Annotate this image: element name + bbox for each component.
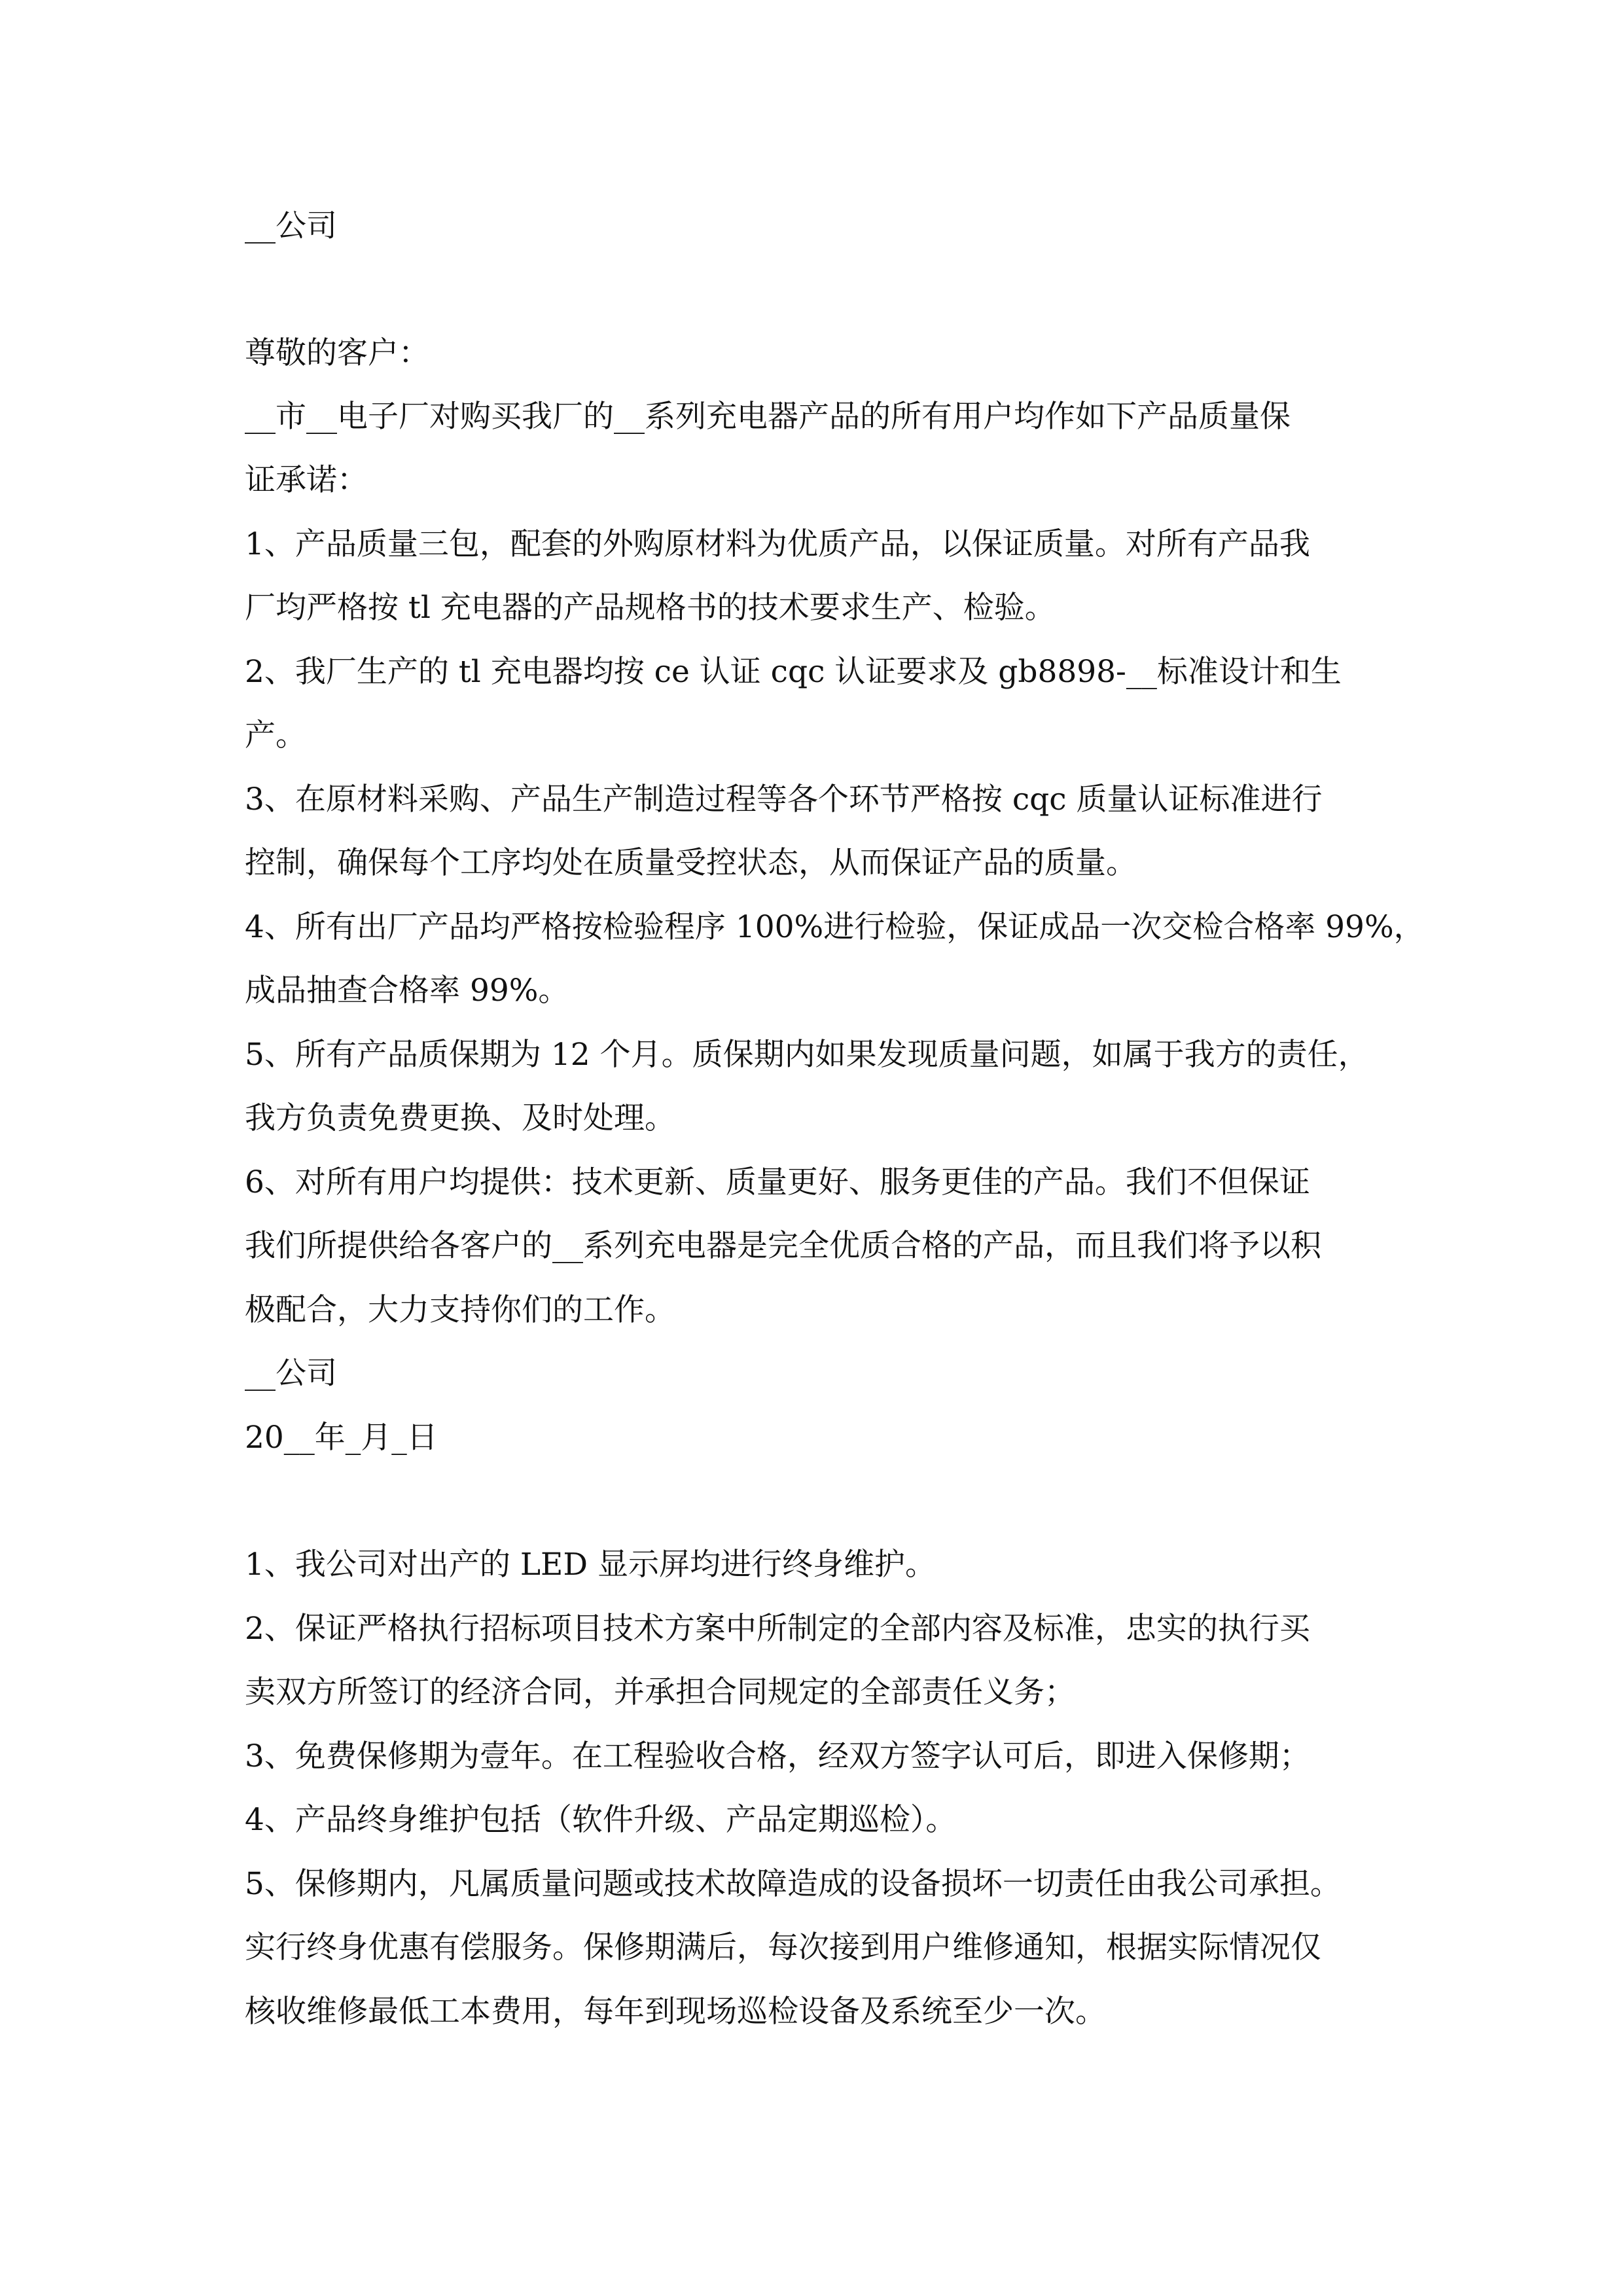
commitment-line: 3、免费保修期为壹年。在工程验收合格，经双方签字认可后，即进入保修期； xyxy=(245,1738,1310,1774)
company-signature: __公司 xyxy=(245,1355,337,1391)
letter-line: 厂均严格按 tl 充电器的产品规格书的技术要求生产、检验。 xyxy=(245,590,1056,626)
letter-line: 极配合，大力支持你们的工作。 xyxy=(245,1292,675,1328)
letter-line: 1、产品质量三包，配套的外购原材料为优质产品，以保证质量。对所有产品我 xyxy=(245,526,1310,562)
letter-line: 产。 xyxy=(245,717,306,753)
commitment-line: 2、保证严格执行招标项目技术方案中所制定的全部内容及标准，忠实的执行买 xyxy=(245,1611,1310,1647)
letter-line: 2、我厂生产的 tl 充电器均按 ce 认证 cqc 认证要求及 gb8898-__标准设计和生 xyxy=(245,654,1342,690)
letter-line: 我们所提供给各客户的__系列充电器是完全优质合格的产品，而且我们将予以积 xyxy=(245,1228,1321,1264)
letter-line: 控制，确保每个工序均处在质量受控状态，从而保证产品的质量。 xyxy=(245,845,1137,881)
letter-line: __市__电子厂对购买我厂的__系列充电器产品的所有用户均作如下产品质量保 xyxy=(245,399,1291,435)
commitment-line: 5、保修期内，凡属质量问题或技术故障造成的设备损坏一切责任由我公司承担。 xyxy=(245,1866,1341,1902)
company-name-header: __公司 xyxy=(245,208,337,244)
commitment-line: 核收维修最低工本费用，每年到现场巡检设备及系统至少一次。 xyxy=(245,1994,1106,2030)
letter-line: 3、在原材料采购、产品生产制造过程等各个环节严格按 cqc 质量认证标准进行 xyxy=(245,781,1323,817)
letter-line: 证承诺： xyxy=(245,462,368,498)
commitment-line: 4、产品终身维护包括（软件升级、产品定期巡检）。 xyxy=(245,1802,957,1838)
letter-line: 我方负责免费更换、及时处理。 xyxy=(245,1100,675,1136)
commitment-line: 卖双方所签订的经济合同，并承担合同规定的全部责任义务； xyxy=(245,1674,1075,1710)
letter-date: 20__年_月_日 xyxy=(245,1420,438,1456)
commitment-line: 实行终身优惠有偿服务。保修期满后，每次接到用户维修通知，根据实际情况仅 xyxy=(245,1929,1321,1965)
greeting: 尊敬的客户： xyxy=(245,335,429,371)
commitment-line: 1、我公司对出产的 LED 显示屏均进行终身维护。 xyxy=(245,1547,936,1583)
letter-line: 成品抽查合格率 99%。 xyxy=(245,973,569,1009)
letter-line: 5、所有产品质保期为 12 个月。质保期内如果发现质量问题，如属于我方的责任， xyxy=(245,1037,1369,1073)
letter-line: 4、所有出厂产品均严格按检验程序 100%进行检验，保证成品一次交检合格率 99%， xyxy=(245,909,1425,945)
letter-line: 6、对所有用户均提供：技术更新、质量更好、服务更佳的产品。我们不但保证 xyxy=(245,1164,1310,1200)
